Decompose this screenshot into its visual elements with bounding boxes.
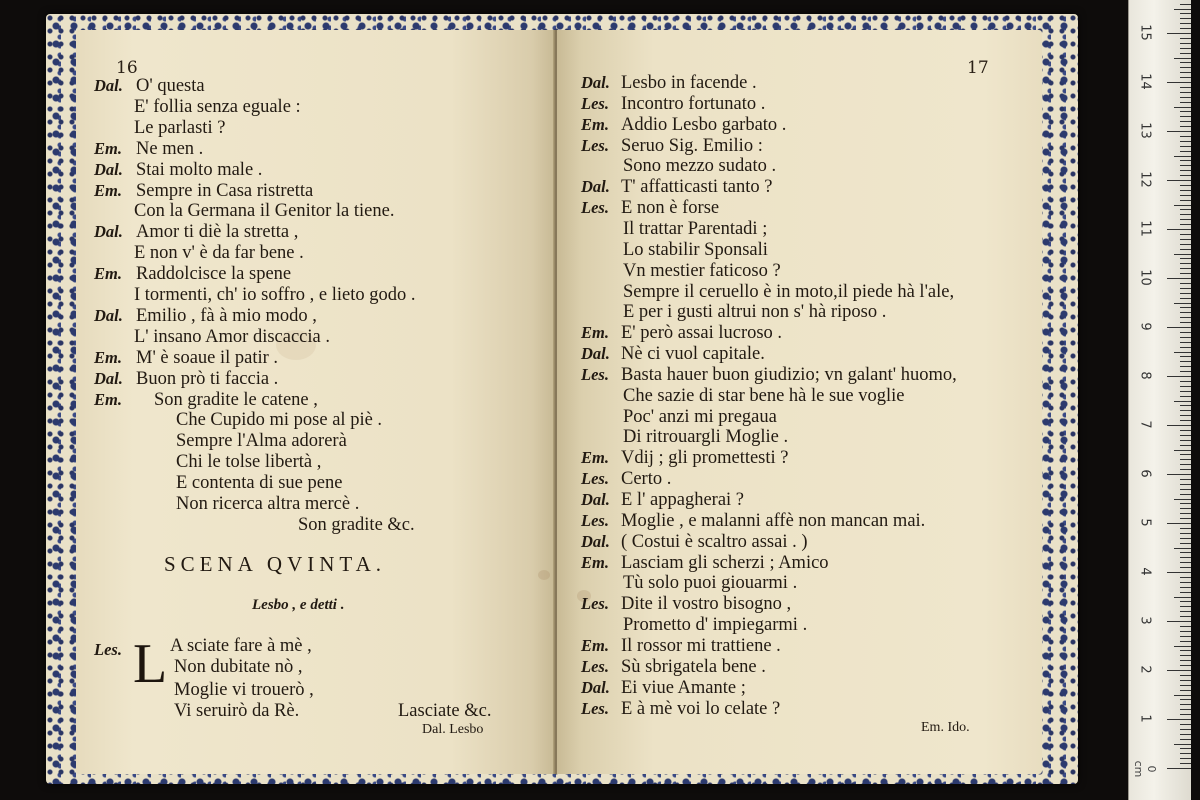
- ruler-number: 11: [1137, 220, 1153, 237]
- page-number-right: 17: [967, 58, 989, 78]
- ruler-number: 5: [1137, 518, 1153, 527]
- ruler-tick: [1180, 587, 1191, 588]
- speaker-label: Em.: [581, 552, 609, 572]
- ruler-tick: [1180, 43, 1191, 44]
- ruler-tick: [1174, 597, 1191, 598]
- speaker-label: Les.: [581, 93, 609, 113]
- scene-title: SCENA QVINTA.: [164, 552, 386, 576]
- speaker-label: Em.: [94, 180, 122, 200]
- ruler-tick: [1180, 518, 1191, 519]
- ruler-tick: [1180, 268, 1191, 269]
- ruler-tick: [1180, 513, 1191, 514]
- ruler-tick: [1180, 97, 1191, 98]
- ruler-tick: [1180, 293, 1191, 294]
- ruler-tick: [1180, 631, 1191, 632]
- ruler-tick: [1180, 758, 1191, 759]
- ruler-tick: [1180, 680, 1191, 681]
- ruler-tick: [1180, 435, 1191, 436]
- speaker-label: Les.: [94, 640, 122, 659]
- dialogue-line: Dite il vostro bisogno ,: [621, 594, 792, 615]
- ruler-tick: [1180, 18, 1191, 19]
- ruler-tick: [1180, 709, 1191, 710]
- ruler-tick: [1180, 577, 1191, 578]
- ruler-tick: [1180, 116, 1191, 117]
- dialogue-line: Seruo Sig. Emilio :: [621, 135, 763, 156]
- left-page: [76, 30, 556, 774]
- ruler-tick: [1180, 616, 1191, 617]
- ruler-tick: [1167, 278, 1191, 279]
- dialogue-line: Tù solo puoi giouarmi .: [623, 573, 798, 594]
- ruler-tick: [1180, 636, 1191, 637]
- dialogue-line: E l' appagherai ?: [621, 490, 745, 510]
- ruler-number: 15: [1137, 24, 1153, 41]
- ruler-tick: [1174, 58, 1191, 59]
- dialogue-line: Lasciam gli scherzi ; Amico: [621, 552, 829, 573]
- ruler-tick: [1180, 386, 1191, 387]
- ruler-tick: [1167, 523, 1191, 524]
- speaker-label: Dal.: [581, 531, 610, 551]
- ruler-number: 3: [1137, 616, 1153, 625]
- speaker-label: Em.: [94, 264, 122, 284]
- ruler-number: 13: [1137, 122, 1153, 139]
- ruler-tick: [1180, 53, 1191, 54]
- ruler-tick: [1180, 464, 1191, 465]
- dialogue-line: Ei viue Amante ;: [621, 677, 746, 698]
- ruler-tick: [1180, 734, 1191, 735]
- dialogue-line: Addio Lesbo garbato .: [621, 114, 787, 135]
- ruler-tick: [1180, 508, 1191, 509]
- ruler-tick: [1180, 121, 1191, 122]
- ruler-tick: [1180, 528, 1191, 529]
- ruler-tick: [1167, 82, 1191, 83]
- ruler-tick: [1180, 92, 1191, 93]
- dialogue-line: Incontro fortunato .: [621, 93, 766, 114]
- ruler-tick: [1180, 160, 1191, 161]
- dialogue-line: Sempre in Casa ristretta: [136, 180, 314, 201]
- ruler-tick: [1180, 606, 1191, 607]
- dialogue-line: T' affatticasti tanto ?: [621, 177, 773, 198]
- dialogue-line: Nè ci vuol capitale.: [621, 344, 765, 365]
- speaker-label: Em.: [581, 448, 609, 468]
- ruler-tick: [1180, 13, 1191, 14]
- ruler-tick: [1180, 214, 1191, 215]
- speaker-label: Dal.: [94, 222, 123, 242]
- ruler-tick: [1180, 582, 1191, 583]
- ruler-tick: [1180, 111, 1191, 112]
- ruler-tick: [1180, 244, 1191, 245]
- speaker-label: Em.: [581, 114, 609, 134]
- ruler-tick: [1174, 646, 1191, 647]
- dialogue-line: ( Costui è scaltro assai . ): [621, 531, 808, 552]
- dialogue-line: L' insano Amor discaccia .: [134, 326, 330, 347]
- ruler-tick: [1167, 376, 1191, 377]
- ruler-tick: [1180, 753, 1191, 754]
- dialogue-line: Prometto d' impiegarmi .: [623, 615, 808, 636]
- dialogue-line: Vdij ; gli promettesti ?: [621, 448, 789, 469]
- ruler-tick: [1180, 405, 1191, 406]
- ruler-tick: [1167, 327, 1191, 328]
- ruler-tick: [1180, 249, 1191, 250]
- ruler-tick: [1180, 136, 1191, 137]
- speaker-label: Dal.: [94, 76, 123, 95]
- ruler-tick: [1180, 567, 1191, 568]
- ruler-tick: [1174, 9, 1191, 10]
- speaker-label: Dal.: [581, 344, 610, 364]
- ruler-tick: [1180, 685, 1191, 686]
- dialogue-line: Di ritrouargli Moglie .: [623, 427, 789, 448]
- ruler-tick: [1180, 366, 1191, 367]
- ruler-tick: [1180, 175, 1191, 176]
- ruler-tick: [1174, 352, 1191, 353]
- ruler-tick: [1167, 474, 1191, 475]
- ruler-tick: [1180, 440, 1191, 441]
- ruler-tick: [1180, 141, 1191, 142]
- ruler-tick: [1180, 307, 1191, 308]
- speaker-label: Les.: [581, 698, 609, 718]
- ruler-tick: [1180, 332, 1191, 333]
- ruler-tick: [1180, 748, 1191, 749]
- refrain-line: Lasciate &c.: [398, 701, 492, 721]
- ruler-tick: [1180, 312, 1191, 313]
- cast-list: Lesbo , e detti .: [252, 597, 345, 613]
- ruler-tick: [1180, 562, 1191, 563]
- ruler-tick: [1180, 489, 1191, 490]
- ruler-tick: [1180, 87, 1191, 88]
- dialogue-line: Ne men .: [136, 138, 204, 159]
- speaker-label: Em.: [94, 138, 122, 158]
- ruler-tick: [1174, 254, 1191, 255]
- ruler-number: 7: [1137, 420, 1153, 429]
- ruler-tick: [1180, 48, 1191, 49]
- ruler-tick: [1180, 209, 1191, 210]
- ruler-tick: [1180, 190, 1191, 191]
- ruler-tick: [1180, 28, 1191, 29]
- dialogue-line: E per i gusti altrui non s' hà riposo .: [623, 302, 887, 323]
- ruler-tick: [1180, 484, 1191, 485]
- speaker-label: Dal.: [94, 368, 123, 388]
- ruler-tick: [1180, 391, 1191, 392]
- dialogue-line: Sempre l'Alma adorerà: [176, 431, 347, 452]
- ruler-number: 12: [1137, 171, 1153, 188]
- speaker-label: Les.: [581, 198, 609, 218]
- ruler-tick: [1180, 660, 1191, 661]
- ruler-tick: [1180, 533, 1191, 534]
- ruler-tick: [1180, 552, 1191, 553]
- dialogue-line: E à mè voi lo celate ?: [621, 698, 781, 719]
- ruler-tick: [1174, 744, 1191, 745]
- ruler-tick: [1167, 768, 1191, 769]
- dialogue-line: E contenta di sue pene: [176, 473, 343, 494]
- ruler-tick: [1180, 195, 1191, 196]
- ruler-number: 8: [1137, 371, 1153, 380]
- ruler-tick: [1180, 538, 1191, 539]
- ruler-tick: [1180, 650, 1191, 651]
- catchword: Em. Ido.: [921, 720, 970, 735]
- ruler-tick: [1180, 503, 1191, 504]
- dialogue-line: Sempre il ceruello è in moto,il piede hà l'ale,: [623, 281, 955, 302]
- ruler-tick: [1174, 450, 1191, 451]
- speaker-label: Dal.: [94, 159, 123, 179]
- dialogue-line: I tormenti, ch' io soffro , e lieto godo .: [134, 285, 416, 305]
- ruler-tick: [1180, 601, 1191, 602]
- ruler-tick: [1180, 224, 1191, 225]
- ruler-tick: [1180, 611, 1191, 612]
- ruler-tick: [1180, 557, 1191, 558]
- ruler-tick: [1180, 62, 1191, 63]
- dialogue-line: E non è forse: [621, 198, 720, 219]
- ruler-tick: [1180, 126, 1191, 127]
- ruler-tick: [1174, 695, 1191, 696]
- dialogue-line: Son gradite le catene ,: [154, 389, 318, 410]
- ruler-tick: [1180, 724, 1191, 725]
- speaker-label: Em.: [94, 347, 122, 367]
- ruler-tick: [1180, 729, 1191, 730]
- ruler-tick: [1180, 322, 1191, 323]
- dialogue-line: Moglie , e malanni affè non mancan mai.: [621, 510, 926, 531]
- ruler-tick: [1180, 763, 1191, 764]
- ruler-tick: [1180, 356, 1191, 357]
- ruler-number: 9: [1137, 322, 1153, 331]
- dialogue-line: Poc' anzi mi pregaua: [623, 406, 777, 427]
- ruler-tick: [1180, 410, 1191, 411]
- ruler-tick: [1167, 670, 1191, 671]
- ruler-tick: [1174, 499, 1191, 500]
- right-page: [557, 30, 1042, 774]
- ruler-tick: [1180, 459, 1191, 460]
- dialogue-line: Chi le tolse libertà ,: [176, 452, 322, 473]
- ruler-tick: [1180, 258, 1191, 259]
- ruler-tick: [1167, 180, 1191, 181]
- ruler-tick: [1180, 200, 1191, 201]
- ruler-tick: [1180, 72, 1191, 73]
- ruler-number: 14: [1137, 73, 1153, 90]
- ruler-tick: [1180, 317, 1191, 318]
- dialogue-line: Il rossor mi trattiene .: [621, 635, 781, 656]
- ruler-tick: [1180, 165, 1191, 166]
- ruler-tick: [1180, 665, 1191, 666]
- ruler-number: 6: [1137, 469, 1153, 478]
- ruler-tick: [1180, 454, 1191, 455]
- ruler-tick: [1180, 415, 1191, 416]
- speaker-label: Les.: [581, 656, 609, 676]
- ruler-tick: [1180, 396, 1191, 397]
- ruler-tick: [1167, 425, 1191, 426]
- ruler-tick: [1180, 288, 1191, 289]
- dialogue-line: Certo .: [621, 469, 672, 490]
- ruler-tick: [1180, 23, 1191, 24]
- dialogue-line: E' follia senza eguale :: [134, 96, 301, 117]
- speaker-label: Dal.: [94, 305, 123, 325]
- ruler-tick: [1180, 239, 1191, 240]
- ruler-tick: [1180, 371, 1191, 372]
- ruler-tick: [1180, 641, 1191, 642]
- speaker-label: Em.: [94, 389, 122, 409]
- ruler-tick: [1180, 739, 1191, 740]
- dialogue-line: Le parlasti ?: [134, 117, 226, 138]
- ruler-tick: [1180, 263, 1191, 264]
- dialogue-line: Il trattar Parentadi ;: [623, 218, 768, 239]
- ruler-tick: [1180, 283, 1191, 284]
- ruler-tick: [1174, 205, 1191, 206]
- ruler-tick: [1167, 572, 1191, 573]
- ruler-tick: [1180, 219, 1191, 220]
- ruler-tick: [1180, 337, 1191, 338]
- ruler-tick: [1180, 77, 1191, 78]
- ruler-number: 1: [1137, 714, 1153, 723]
- ruler-tick: [1180, 494, 1191, 495]
- dialogue-line: Raddolcisce la spene: [136, 264, 292, 285]
- ruler-tick: [1180, 430, 1191, 431]
- dialogue-line: Che sazie di star bene hà le sue voglie: [623, 385, 905, 406]
- verse-line: Moglie vi trouerò ,: [174, 680, 314, 700]
- speaker-label: Dal.: [581, 177, 610, 197]
- speaker-label: Dal.: [581, 677, 610, 697]
- speaker-label: Les.: [581, 469, 609, 489]
- ruler-tick: [1167, 621, 1191, 622]
- ruler-tick: [1180, 102, 1191, 103]
- ruler-tick: [1180, 479, 1191, 480]
- ruler-tick: [1180, 234, 1191, 235]
- speaker-label: Dal.: [581, 490, 610, 509]
- ruler-tick: [1180, 543, 1191, 544]
- ruler-tick: [1174, 401, 1191, 402]
- dialogue-line: Con la Germana il Genitor la tiene.: [134, 201, 395, 222]
- dialogue-line: Amor ti diè la stretta ,: [136, 222, 299, 243]
- dialogue-line: Emilio , fà à mio modo ,: [136, 305, 317, 326]
- ruler-tick: [1167, 719, 1191, 720]
- dialogue-line: Sono mezzo sudato .: [623, 156, 777, 177]
- ruler-tick: [1180, 690, 1191, 691]
- ruler-tick: [1180, 704, 1191, 705]
- dialogue-line: Che Cupido mi pose al piè .: [176, 410, 383, 431]
- verse-line: A sciate fare à mè ,: [170, 636, 312, 656]
- speaker-label: Les.: [581, 135, 609, 155]
- dialogue-line: Vn mestier faticoso ?: [623, 260, 781, 281]
- dialogue-line: Lesbo in facende .: [621, 73, 757, 93]
- dialogue-line: Son gradite &c.: [298, 514, 415, 535]
- ruler-tick: [1180, 185, 1191, 186]
- ruler-tick: [1174, 156, 1191, 157]
- drop-cap: L: [133, 633, 168, 695]
- ruler-tick: [1167, 229, 1191, 230]
- ruler-tick: [1180, 347, 1191, 348]
- ruler-tick: [1180, 361, 1191, 362]
- ruler-tick: [1180, 273, 1191, 274]
- speaker-label: Les.: [581, 364, 609, 384]
- dialogue-line: Basta hauer buon giudizio; vn galant' huomo,: [621, 364, 957, 385]
- ruler-number: 4: [1137, 567, 1153, 576]
- dialogue-line: M' è soaue il patir .: [136, 347, 279, 368]
- verse-line: Non dubitate nò ,: [174, 657, 303, 677]
- verse-line: Vi seruirò da Rè.: [174, 701, 300, 721]
- ruler-tick: [1180, 4, 1191, 5]
- dialogue-line: E' però assai lucroso .: [621, 323, 783, 344]
- dialogue-line: O' questa: [136, 76, 205, 96]
- ruler-tick: [1180, 298, 1191, 299]
- ruler-tick: [1174, 303, 1191, 304]
- ruler-tick: [1167, 131, 1191, 132]
- dialogue-line: Sù sbrigatela bene .: [621, 656, 766, 677]
- ruler-tick: [1180, 420, 1191, 421]
- ruler-number: 2: [1137, 665, 1153, 674]
- measuring-ruler: [1128, 0, 1191, 800]
- ruler-tick: [1174, 107, 1191, 108]
- ruler-tick: [1180, 146, 1191, 147]
- ruler-tick: [1180, 170, 1191, 171]
- ruler-tick: [1180, 714, 1191, 715]
- speaker-label: Dal.: [581, 73, 610, 92]
- ruler-tick: [1174, 548, 1191, 549]
- dialogue-line: Buon prò ti faccia .: [136, 368, 279, 389]
- ruler-tick: [1180, 67, 1191, 68]
- ruler-tick: [1180, 342, 1191, 343]
- catchword: Dal. Lesbo: [422, 722, 484, 737]
- ruler-tick: [1180, 381, 1191, 382]
- ruler-tick: [1180, 626, 1191, 627]
- ruler-tick: [1180, 38, 1191, 39]
- speaker-label: Em.: [581, 635, 609, 655]
- page-number-left: 16: [116, 58, 138, 78]
- ruler-tick: [1167, 33, 1191, 34]
- ruler-tick: [1180, 675, 1191, 676]
- dialogue-line: Non ricerca altra mercè .: [176, 494, 360, 514]
- ruler-tick: [1180, 469, 1191, 470]
- dialogue-line: Stai molto male .: [136, 159, 263, 180]
- dialogue-line: E non v' è da far bene .: [134, 243, 304, 264]
- ruler-tick: [1180, 655, 1191, 656]
- ruler-tick: [1180, 592, 1191, 593]
- speaker-label: Les.: [581, 594, 609, 614]
- ruler-unit-label: 0 cm: [1132, 760, 1158, 778]
- speaker-label: Les.: [581, 510, 609, 530]
- ruler-tick: [1180, 151, 1191, 152]
- ruler-number: 10: [1137, 269, 1153, 286]
- ruler-tick: [1180, 445, 1191, 446]
- ruler-tick: [1180, 699, 1191, 700]
- speaker-label: Em.: [581, 323, 609, 343]
- dialogue-line: Lo stabilir Sponsali: [623, 239, 768, 260]
